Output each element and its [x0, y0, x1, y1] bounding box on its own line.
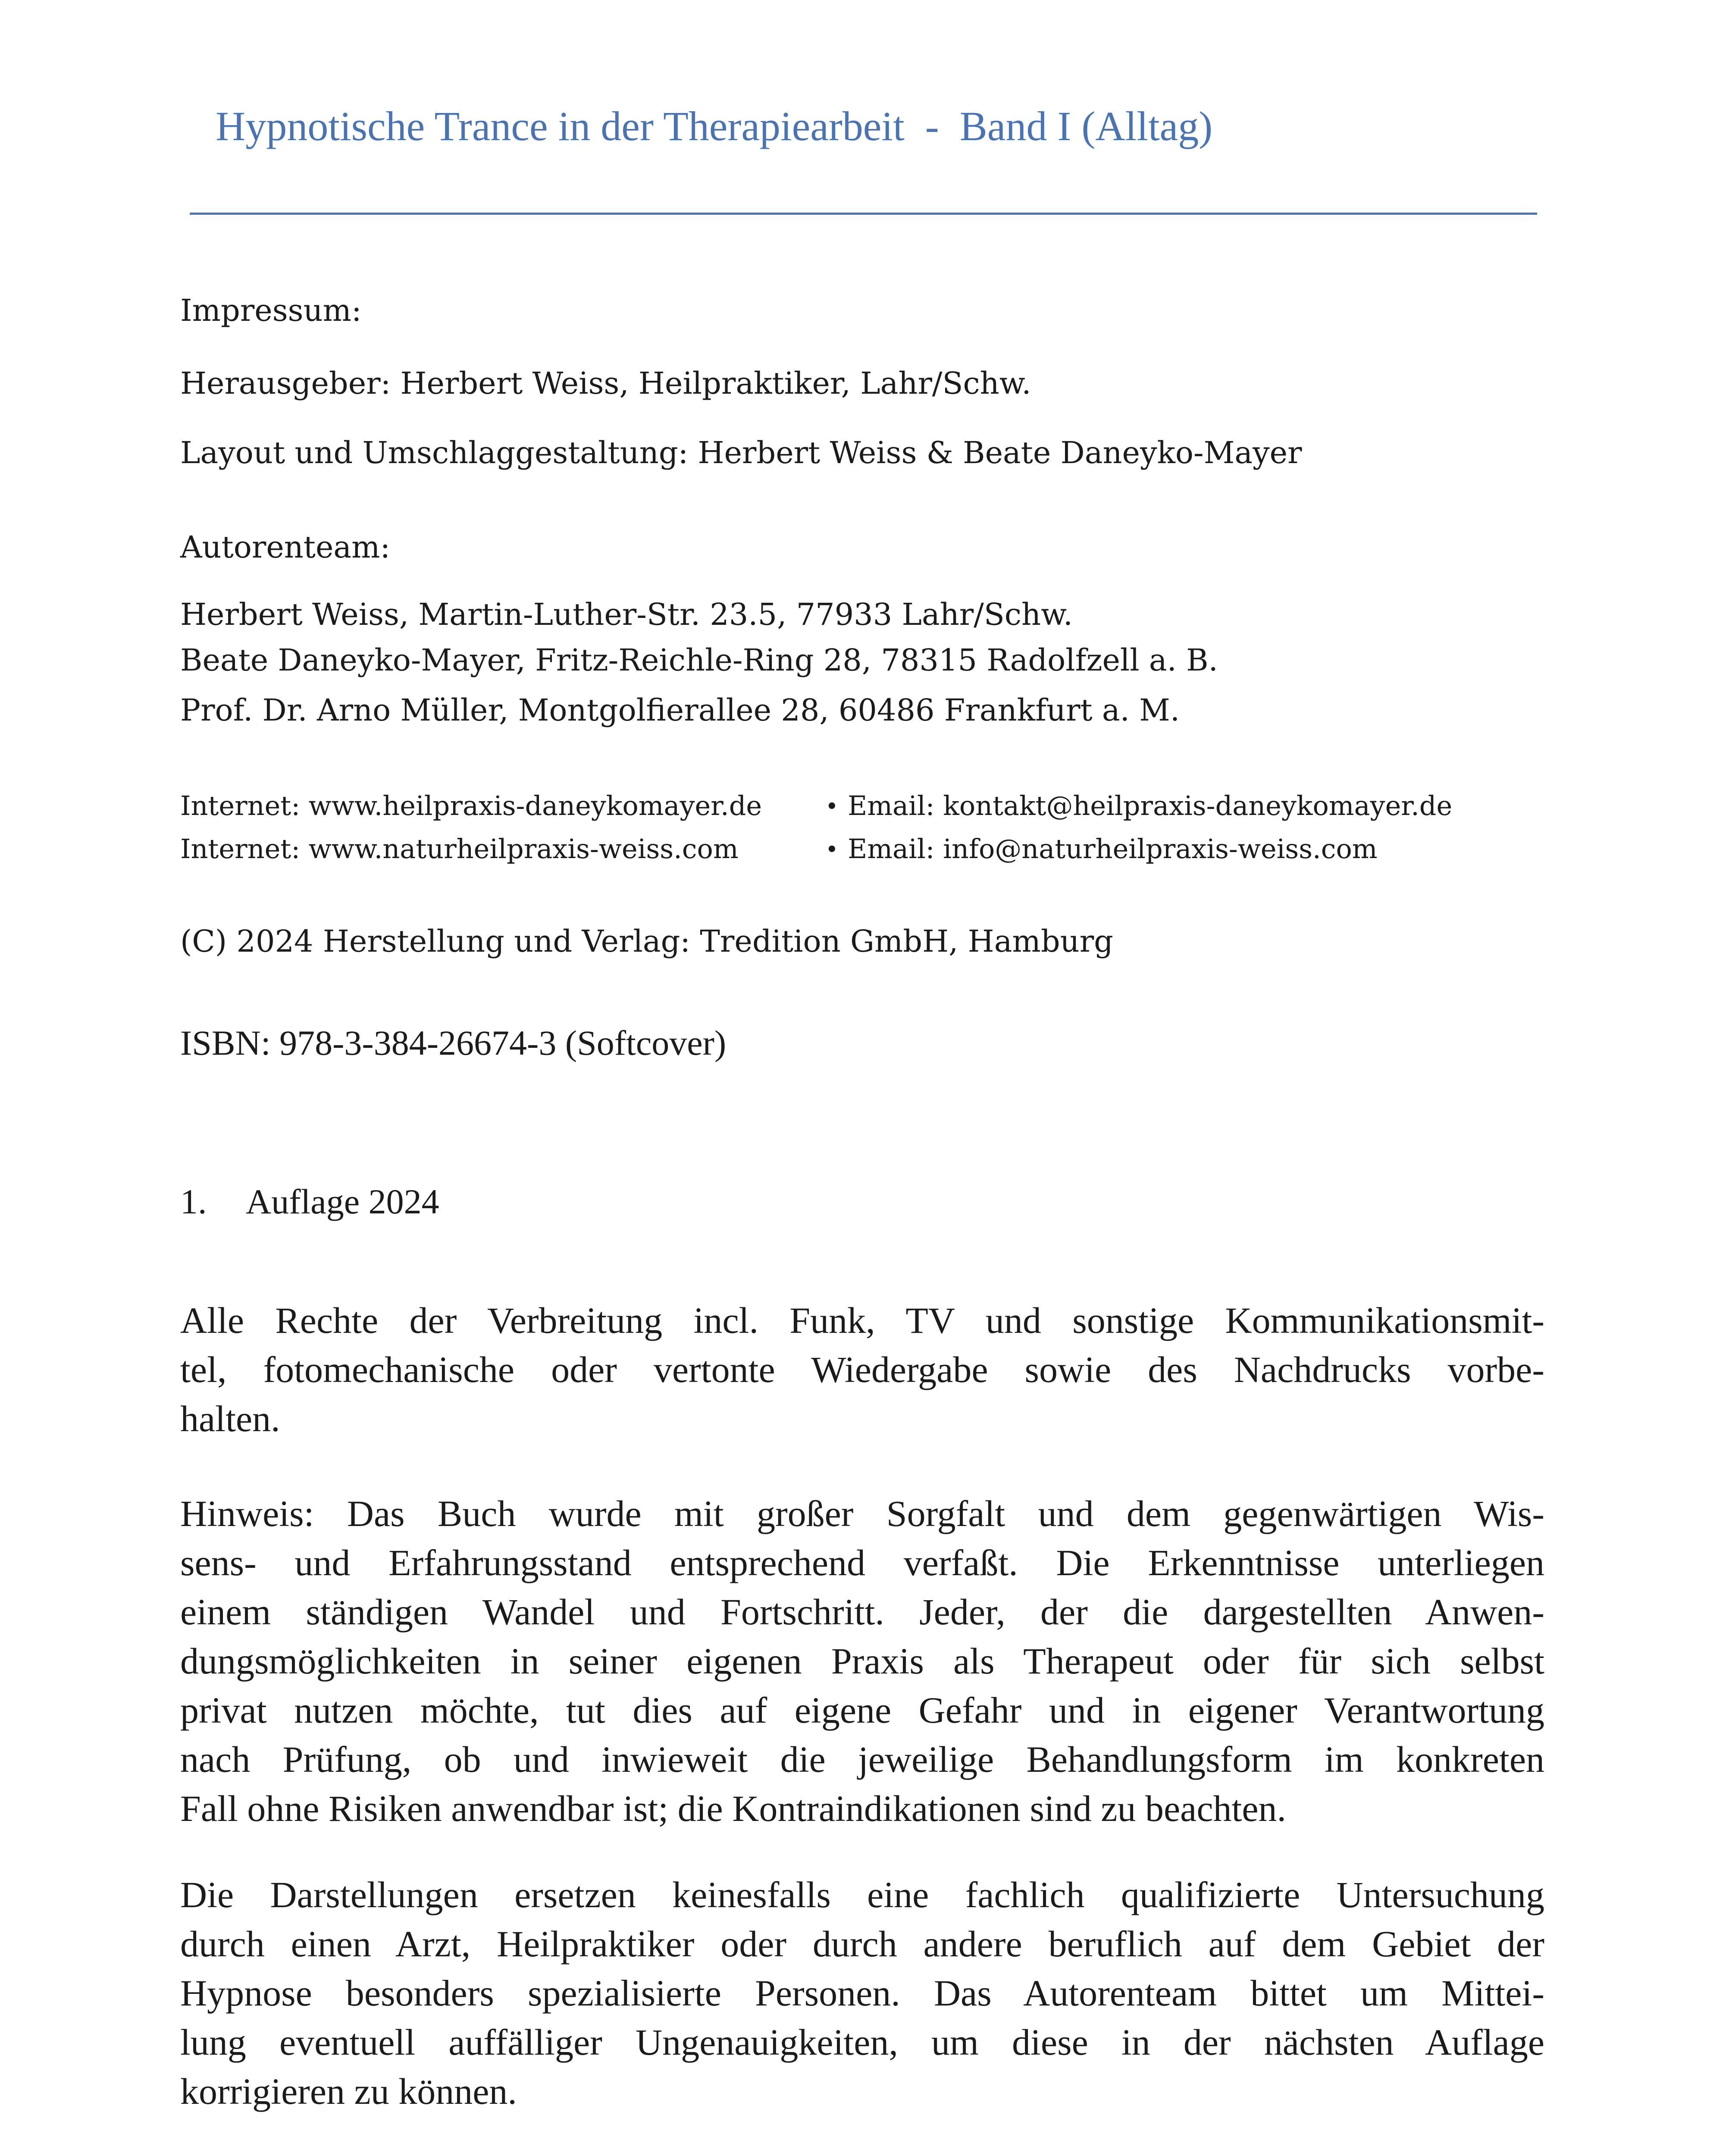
paragraph-line: privat nutzen möchte, tut dies auf eigene Gefahr und in eigener Verantwortung [180, 1689, 1544, 1731]
imprint-heading: Impressum: [180, 293, 362, 328]
isbn-line: ISBN: 978-3-384-26674-3 (Softcover) [180, 1023, 727, 1062]
paragraph-line: Hypnose besonders spezialisierte Personen. Das Autorenteam bittet um Mittei- [180, 1972, 1544, 2014]
paragraph-line: Hinweis: Das Buch wurde mit großer Sorgfalt und dem gegenwärtigen Wis- [180, 1493, 1544, 1534]
email-line: Email: info@naturheilpraxis-weiss.com [848, 833, 1378, 865]
paragraph-line: halten. [180, 1398, 280, 1439]
paragraph-line: lung eventuell auffälliger Ungenauigkeiten, um diese in der nächsten Auflage [180, 2021, 1544, 2063]
edition-number: 1. [180, 1182, 207, 1221]
authors-heading: Autorenteam: [180, 530, 391, 565]
layout-credit-line: Layout und Umschlaggestaltung: Herbert Weiss & Beate Daneyko-Mayer [180, 435, 1302, 470]
rights-paragraph [180, 1296, 1544, 1443]
paragraph-line: Die Darstellungen ersetzen keinesfalls eine fachlich qualifizierte Untersuchung [180, 1874, 1544, 1915]
paragraph-line: nach Prüfung, ob und inwieweit die jeweilige Behandlungsform im konkreten [180, 1739, 1544, 1780]
author-address: Beate Daneyko-Mayer, Fritz-Reichle-Ring 28, 78315 Radolfzell a. B. [180, 642, 1218, 678]
disclaimer-paragraph [180, 1870, 1544, 2116]
copyright-line: (C) 2024 Herstellung und Verlag: Tredition GmbH, Hamburg [180, 924, 1113, 959]
email-line: Email: kontakt@heilpraxis-daneykomayer.de [848, 790, 1453, 821]
bullet-icon: • [825, 837, 839, 863]
paragraph-line: dungsmöglichkeiten in seiner eigenen Praxis als Therapeut oder für sich selbst [180, 1640, 1544, 1682]
paragraph-line: Alle Rechte der Verbreitung incl. Funk, TV und sonstige Kommunikationsmit- [180, 1300, 1544, 1341]
edition-label: Auflage 2024 [246, 1182, 439, 1221]
paragraph-line: tel, fotomechanische oder vertonte Wiedergabe sowie des Nachdrucks vorbe- [180, 1349, 1544, 1390]
bullet-icon: • [825, 794, 839, 820]
author-address: Herbert Weiss, Martin-Luther-Str. 23.5, 77933 Lahr/Schw. [180, 597, 1073, 632]
author-address: Prof. Dr. Arno Müller, Montgolfierallee 28, 60486 Frankfurt a. M. [180, 693, 1180, 728]
paragraph-line: Fall ohne Risiken anwendbar ist; die Kontraindikationen sind zu beachten. [180, 1788, 1287, 1829]
publisher-line: Herausgeber: Herbert Weiss, Heilpraktiker, Lahr/Schw. [180, 366, 1031, 401]
notice-paragraph [180, 1489, 1544, 1833]
paragraph-line: korrigieren zu können. [180, 2071, 517, 2112]
paragraph-line: einem ständigen Wandel und Fortschritt. Jeder, der die dargestellten Anwen- [180, 1591, 1544, 1633]
running-title: Hypnotische Trance in der Therapiearbeit - Band I (Alltag) [216, 103, 1213, 149]
website-line: Internet: www.naturheilpraxis-weiss.com [180, 833, 739, 865]
paragraph-line: durch einen Arzt, Heilpraktiker oder durch andere beruflich auf dem Gebiet der [180, 1923, 1544, 1965]
header-rule [190, 213, 1537, 215]
website-line: Internet: www.heilpraxis-daneykomayer.de [180, 790, 762, 821]
paragraph-line: sens- und Erfahrungsstand entsprechend verfaßt. Die Erkenntnisse unterliegen [180, 1542, 1544, 1583]
